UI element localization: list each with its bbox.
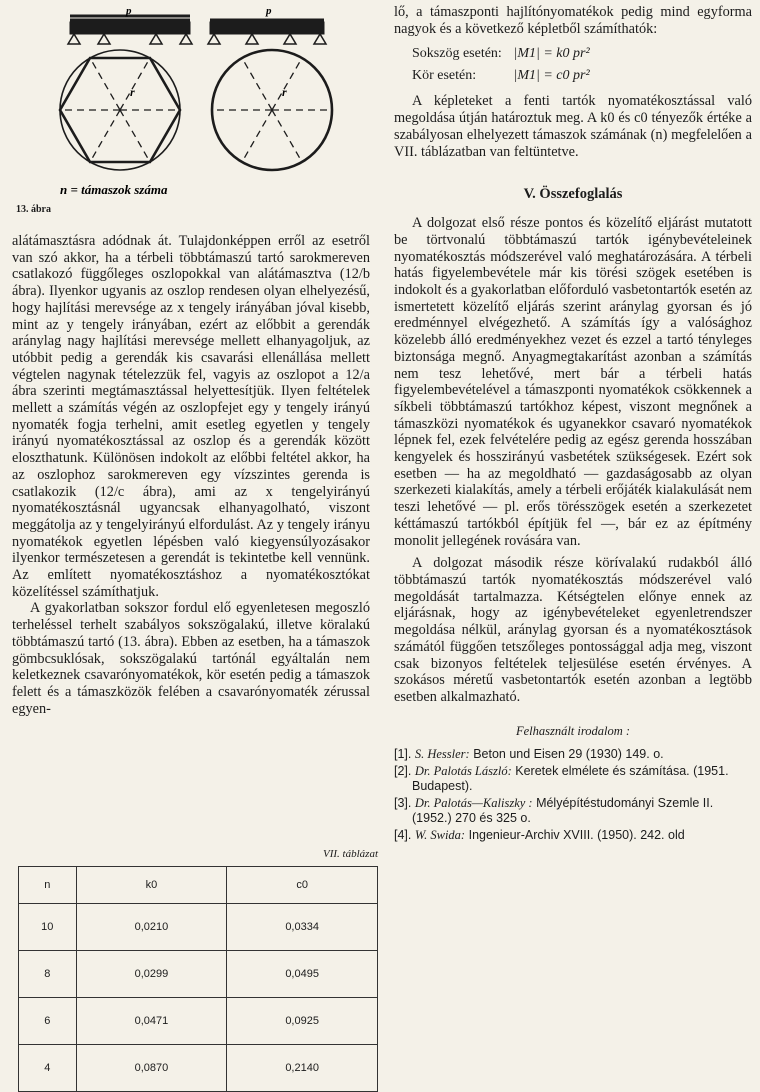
figure-13 (14, 6, 376, 224)
circle-diagram (212, 50, 332, 170)
table-cell: 0,0299 (76, 951, 227, 998)
summary-paragraph-1: A dolgozat első része pontos és közelítő eljárást mutatott be törtvonalú többtámaszú tartók igénybevételeinek nyomatékosztás módszerével való meghatározására. A térbeli hatás figyelembevétele már kis törési szögek esetében is indokolt és a gyakorlatban előforduló vasbetontartók esetén az ismertetett közelítő eljárás szerint aránylag gyorsan és jó eredménnyel elvégezhető. A számítás így a valósághoz közelebb álló eredményekhez vezet és ezzel a tartó tényleges biztonsága megnő. Anyagmegtakarítást azonban a számítás nem tesz lehetővé, mert bár a térbeli hatás figyelembevételével a támaszponti nyomatékok csökkennek a síkbeli többtámaszú tartókhoz képest, viszont megnőnek a támaszközi nyomatékok és ugyanekkor csavaró nyomatékok lépnek fel, ezek felvételére pedig az egész gerenda hosszában kengyelek és hosszirányú vasbetétek szükségesek. Ezért sok esetben — ha az megoldható — gazdaságosabb az olyan szerkezeti kialakítás, amely a térbeli erőjáték kialakulását nem teszi lehetővé — pl. erős törésszögek esetén a szerkezetet kéttámaszú tartókból építjük fel —, bár ez az építmény monolit jellegének rovására van. (394, 215, 752, 549)
load-label-left: p (126, 6, 132, 17)
reference-item (394, 828, 752, 843)
left-paragraph-2: A gyakorlatban sokszor fordul elő egyenletesen megoszló terheléssel terhelt szabályos sokszögalakú, illetve köralakú többtámaszú tartó (13. ábra). Ebben az esetben, ha a támaszok gömbcsuklósak, sokszögalakú tartónál egyáltalán nem keletkeznek csavarónyomatékok, kör esetén pedig a támaszok felett és a támaszközök felében a csavarónyomaték zérussal egyen- (12, 600, 370, 717)
right-column (394, 4, 752, 845)
reference-author: W. Swida: (414, 827, 466, 842)
table-row (19, 951, 378, 998)
formula-polygon-expression: |M1| = k0 pr² (513, 46, 590, 62)
hexagon-diagram (60, 50, 180, 170)
reference-author: S. Hessler: (414, 746, 470, 761)
left-column (12, 233, 370, 717)
figure-caption: 13. ábra (16, 204, 51, 215)
right-paragraph-after-formula: A képleteket a fenti tartók nyomatékosztással való megoldása útján határoztuk meg. A k0 és c0 tényezők értéke a szabályosan elhelyezett támaszok számának (n) megfelelően a VII. táblázatban van feltüntetve. (394, 93, 752, 160)
table-cell: 0,0471 (76, 998, 227, 1045)
table-cell: 0,0870 (76, 1045, 227, 1092)
table-cell: 0,0495 (227, 951, 378, 998)
table-cell: 0,2140 (227, 1045, 378, 1092)
reference-author: Dr. Palotás László: (414, 763, 512, 778)
right-intro: lő, a támaszponti hajlítónyomatékok pedig mind egyforma nagyok és a következő képletből számíthatók: (394, 4, 752, 37)
reference-number: [2]. (394, 763, 412, 778)
table-row (19, 1045, 378, 1092)
table-row (19, 904, 378, 951)
formula-circle (412, 65, 752, 87)
left-paragraph-1: alátámasztásra adódnak át. Tulajdonképpen erről az esetről van szó akkor, ha a térbeli többtámaszú tartó sarokmereven csatlakozó függőleges oszlopokkal van alátámasztva (12/b ábra). Ilyenkor ugyanis az oszlop rendesen olyan elhelyezésű, hogy hajlítási merevsége az x tengely irányában jóval kisebb, mint az y tengely irányában, ezért az előbbit a gerendák aránylag nagy hajlítási merevsége mellett elhanyagoljuk, az utóbbit pedig a gerendák kis csavarási ellenállása mellett végtelen nagynak tételezzük fel, vagyis az oszlopot a 12/a ábra szerinti megtámasztással helyettesítjük. Ilyen feltételek mellett a számítás végén az oszlopfejet egy y tengely irányú nyomaték fogja terhelni, amit esetleg egyetlen y tengely irányú nyomatékosztással az oszlop és a gerendák között eloszthatunk. Különösen indokolt az előbbi feltétel akkor, ha az oszlophoz sarokmereven egy vízszintes gerenda is csatlakozik (12/c ábra), ami az x tengelyirányú nyomatékosztásnál ugyancsak elhanyagolható, viszont meggátolja az y tengelyirányú elfordulást. Az y tengely irányu nyomatékok egyetlen lépésben való kiegyensúlyozásakor ilyenkor természetesen a gerendát is tekintetbe kell vennünk. Az említett nyomatékosztáshoz a nyomatékosztókat közelítéssel számíthatjuk. (12, 233, 370, 600)
table-header-row (19, 867, 378, 904)
reference-number: [1]. (394, 746, 412, 761)
table-cell: 4 (19, 1045, 77, 1092)
beam-right (208, 20, 326, 44)
reference-text: Keretek elmélete és számítása. (1951. Budapest). (412, 763, 729, 793)
table-cell: 8 (19, 951, 77, 998)
table-cell: 10 (19, 904, 77, 951)
reference-item (394, 764, 752, 794)
reference-text: Mélyépítéstudományi Szemle II. (1952.) 270 és 325 o. (412, 795, 714, 825)
summary-paragraph-2: A dolgozat második része körívalakú rudakból álló többtámaszú tartók nyomatékosztás módszerével való megoldását tartalmazza. Kétségtelen előnye ennek az eljárásnak, hogy az igénybevételeket egyenletrendszer megoldása nélkül, aránylag gyorsan és a nyomatékosztások számától függően tetszőleges pontossággal adja meg, viszont csak bizonyos feltételek teljesülése esetén érvényes. A szokásos méretű vasbetontartók esetén azonban a legtöbb esetben alkalmazható. (394, 555, 752, 705)
formula-circle-expression: |M1| = c0 pr² (513, 68, 590, 84)
reference-text: Ingenieur-Archiv XVIII. (1950). 242. old (468, 827, 685, 842)
reference-number: [4]. (394, 827, 412, 842)
beam-left (68, 16, 192, 44)
reference-author: Dr. Palotás—Kaliszky : (414, 795, 533, 810)
table-cell: 0,0210 (76, 904, 227, 951)
references-title: Felhasznált irodalom : (515, 723, 631, 738)
table-vii (18, 866, 378, 1092)
section-title: V. Összefoglalás (523, 186, 623, 203)
table-row (19, 998, 378, 1045)
handwritten-note: n = támaszok száma (60, 182, 168, 197)
radius-label-left: r (130, 85, 135, 99)
load-label-right: p (266, 6, 272, 17)
formula-polygon (412, 43, 752, 65)
table-cell: 0,0334 (227, 904, 378, 951)
table-cell: 0,0925 (227, 998, 378, 1045)
radius-label-right: r (282, 85, 287, 99)
formula-circle-label: Kör esetén: (412, 68, 477, 84)
table-header-n: n (19, 867, 77, 904)
table-cell: 6 (19, 998, 77, 1045)
reference-number: [3]. (394, 795, 412, 810)
reference-item (394, 747, 752, 762)
formula-polygon-label: Sokszög esetén: (412, 46, 502, 62)
table-header-k0: k0 (76, 867, 227, 904)
reference-text: Beton und Eisen 29 (1930) 149. o. (473, 746, 664, 761)
table-title: VII. táblázat (323, 848, 378, 860)
table-header-c0: c0 (227, 867, 378, 904)
references-list (394, 747, 752, 843)
reference-item (394, 796, 752, 826)
